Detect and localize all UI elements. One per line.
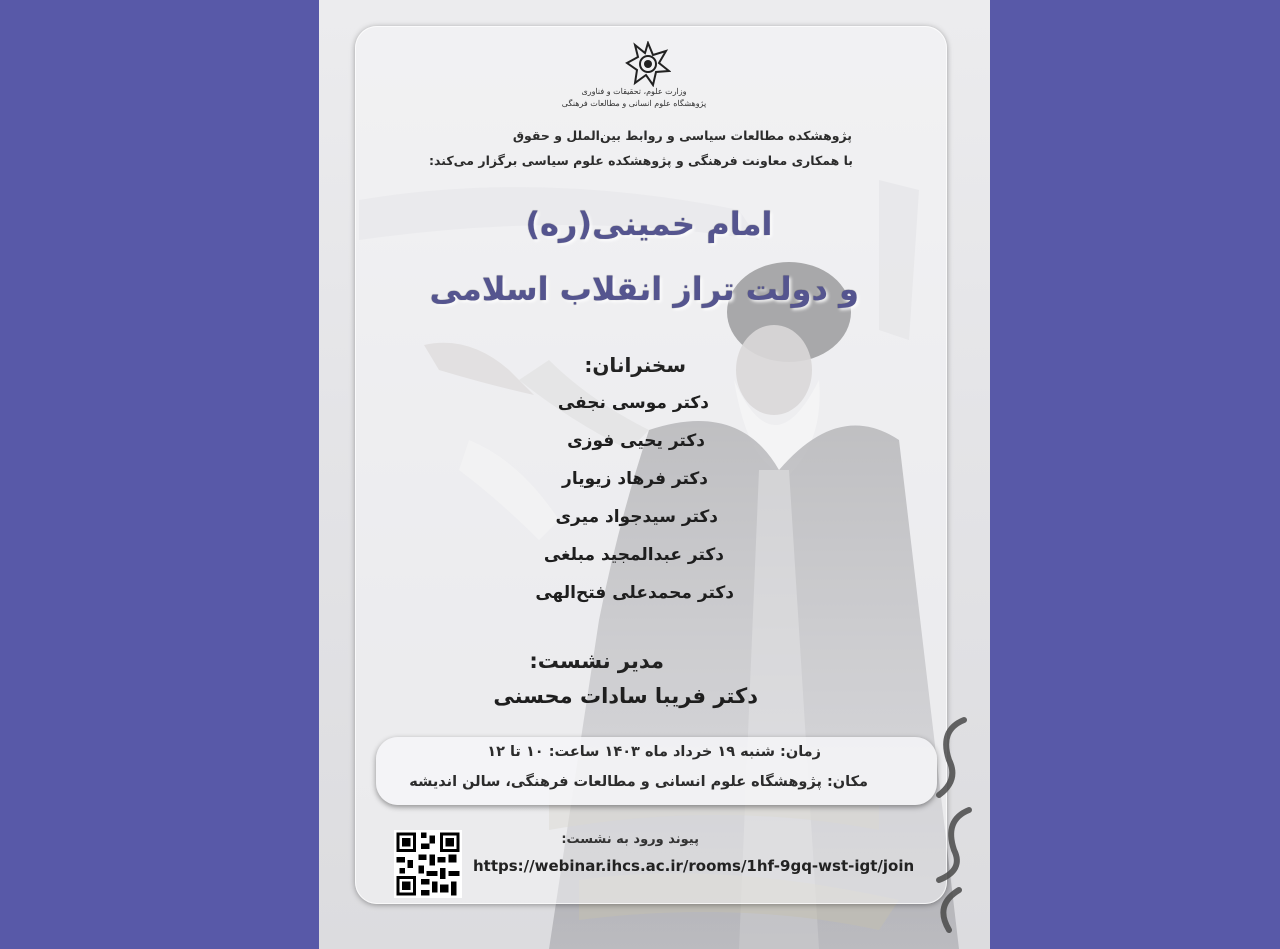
event-time: زمان: شنبه ۱۹ خرداد ماه ۱۴۰۳ ساعت: ۱۰ تا ۱۲ (487, 744, 821, 760)
organizer-line-2: با همکاری معاونت فرهنگی و پژوهشکده علوم سیاسی برگزار می‌کند: (429, 153, 853, 168)
ministry-line-2: پژوهشگاه علوم انسانی و مطالعات فرهنگی (561, 99, 707, 108)
ministry-caption (559, 86, 709, 110)
join-link-label: پیوند ورود به نشست: (561, 832, 699, 847)
join-link-url[interactable]: https://webinar.ihcs.ac.ir/rooms/1hf-9gq-wst-igt/join (473, 857, 915, 875)
speaker-name: دکتر عبدالمجید مبلغی (543, 545, 724, 565)
speaker-name: دکتر سیدجواد میری (555, 507, 718, 527)
poster (319, 0, 990, 949)
speakers-heading: سخنرانان: (584, 353, 686, 377)
calligraphy-decoration (919, 700, 979, 940)
title-line-2: و دولت تراز انقلاب اسلامی (429, 270, 859, 308)
event-place: مکان: پژوهشگاه علوم انسانی و مطالعات فرهنگی، سالن اندیشه (409, 774, 868, 790)
speaker-name: دکتر یحیی فوزی (567, 431, 705, 451)
moderator-name: دکتر فریبا سادات محسنی (493, 684, 758, 708)
speaker-name: دکتر موسی نجفی (557, 393, 709, 413)
organizer-line-1: پژوهشکده مطالعات سیاسی و روابط بین‌الملل و حقوق (512, 128, 852, 143)
speaker-name: دکتر فرهاد زیویار (562, 469, 708, 489)
title-line-1: امام خمینی(ره) (525, 205, 773, 243)
moderator-heading: مدیر نشست: (529, 649, 664, 673)
ministry-line-1: وزارت علوم، تحقیقات و فناوری (581, 87, 687, 96)
qr-code-icon[interactable] (394, 830, 462, 898)
institute-star-logo-icon (625, 41, 671, 87)
speaker-name: دکتر محمدعلی فتح‌الهی (535, 583, 734, 603)
